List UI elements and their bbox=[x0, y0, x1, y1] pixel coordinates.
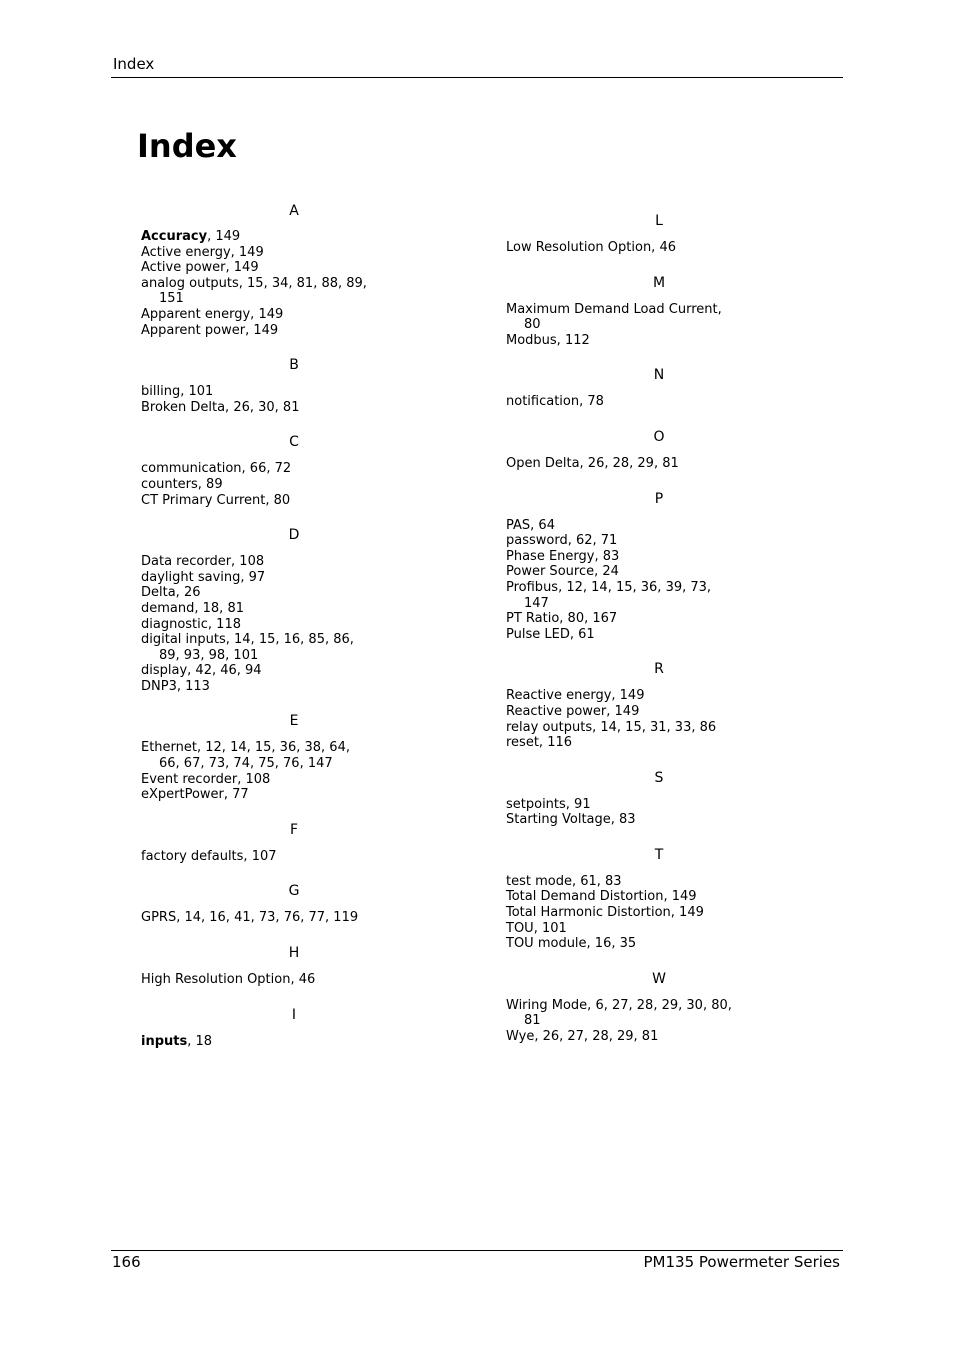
index-section bbox=[141, 882, 373, 926]
index-entry bbox=[506, 240, 738, 256]
index-entry bbox=[141, 679, 373, 695]
index-term: counters, 89 bbox=[141, 476, 223, 492]
index-letter-heading: M bbox=[652, 274, 666, 291]
index-term: Starting Voltage, 83 bbox=[506, 812, 636, 828]
index-term: Modbus, 112 bbox=[506, 332, 590, 348]
index-entry bbox=[141, 772, 373, 788]
index-term: Profibus, 12, 14, 15, 36, 39, 73, 147 bbox=[506, 579, 712, 611]
index-term: setpoints, 91 bbox=[506, 796, 591, 812]
index-term: Total Demand Distortion, 149 bbox=[506, 889, 697, 905]
index-letter-heading: F bbox=[289, 821, 299, 838]
index-entry bbox=[141, 632, 373, 663]
index-term: password, 62, 71 bbox=[506, 533, 618, 549]
index-entry bbox=[141, 307, 373, 323]
index-entry bbox=[506, 518, 738, 534]
index-section bbox=[141, 712, 373, 802]
index-pages: , 18 bbox=[187, 1033, 213, 1049]
index-term: GPRS, 14, 16, 41, 73, 76, 77, 119 bbox=[141, 910, 359, 926]
index-entry bbox=[141, 570, 373, 586]
index-entry bbox=[141, 787, 373, 803]
index-term: digital inputs, 14, 15, 16, 85, 86, 89, 93, 98, 101 bbox=[141, 632, 354, 663]
running-header: Index bbox=[113, 55, 155, 73]
index-term: Phase Energy, 83 bbox=[506, 548, 620, 564]
index-term: Reactive energy, 149 bbox=[506, 688, 645, 704]
index-entry bbox=[141, 477, 373, 493]
index-entry bbox=[506, 394, 738, 410]
index-letter-heading: N bbox=[653, 367, 665, 384]
index-term: DNP3, 113 bbox=[141, 678, 210, 694]
index-entry bbox=[506, 627, 738, 643]
footer-rule bbox=[111, 1250, 843, 1251]
index-entry bbox=[506, 302, 738, 333]
index-section bbox=[141, 356, 373, 415]
index-letter-heading: B bbox=[289, 357, 299, 374]
index-section bbox=[141, 821, 373, 865]
index-section bbox=[506, 428, 738, 472]
index-term: test mode, 61, 83 bbox=[506, 873, 622, 889]
index-entry bbox=[141, 663, 373, 679]
index-term: Data recorder, 108 bbox=[141, 554, 265, 570]
index-term: High Resolution Option, 46 bbox=[141, 972, 316, 988]
index-letter-heading: C bbox=[289, 434, 299, 451]
index-term: factory defaults, 107 bbox=[141, 848, 277, 864]
index-term: Open Delta, 26, 28, 29, 81 bbox=[506, 455, 679, 471]
index-entry bbox=[141, 260, 373, 276]
index-term: relay outputs, 14, 15, 31, 33, 86 bbox=[506, 719, 717, 735]
index-entry bbox=[506, 921, 738, 937]
index-section bbox=[141, 526, 373, 694]
index-entry bbox=[141, 400, 373, 416]
index-letter-heading: S bbox=[654, 769, 664, 786]
footer-doc-title: PM135 Powermeter Series bbox=[643, 1253, 840, 1271]
index-term: Active energy, 149 bbox=[141, 244, 264, 260]
index-letter-heading: D bbox=[288, 527, 300, 544]
index-entry bbox=[141, 585, 373, 601]
index-term: eXpertPower, 77 bbox=[141, 787, 249, 803]
index-entry bbox=[506, 688, 738, 704]
index-term: CT Primary Current, 80 bbox=[141, 492, 291, 508]
index-term: Accuracy bbox=[141, 229, 208, 244]
index-letter-heading: E bbox=[289, 713, 299, 730]
index-section bbox=[141, 1006, 373, 1050]
index-term: notification, 78 bbox=[506, 394, 604, 410]
index-term: Apparent power, 149 bbox=[141, 322, 279, 338]
index-term: TOU module, 16, 35 bbox=[506, 936, 637, 952]
index-entry bbox=[506, 456, 738, 472]
index-letter-heading: I bbox=[291, 1006, 297, 1023]
index-entry bbox=[141, 245, 373, 261]
index-term: Wiring Mode, 6, 27, 28, 29, 30, 80, 81 bbox=[506, 997, 732, 1029]
index-entry bbox=[141, 617, 373, 633]
index-entry bbox=[506, 333, 738, 349]
index-letter-heading: H bbox=[288, 945, 300, 962]
index-entry bbox=[506, 905, 738, 921]
index-term: billing, 101 bbox=[141, 384, 214, 400]
index-entry bbox=[141, 1034, 373, 1050]
index-term: analog outputs, 15, 34, 81, 88, 89, 151 bbox=[141, 275, 367, 307]
index-letter-heading: R bbox=[654, 661, 664, 678]
index-entry bbox=[141, 493, 373, 509]
index-entry bbox=[141, 910, 373, 926]
index-term: Apparent energy, 149 bbox=[141, 306, 284, 322]
index-term: Event recorder, 108 bbox=[141, 771, 271, 787]
index-entry bbox=[141, 554, 373, 570]
index-term: display, 42, 46, 94 bbox=[141, 663, 262, 679]
index-entry bbox=[506, 874, 738, 890]
index-term: Wye, 26, 27, 28, 29, 81 bbox=[506, 1029, 659, 1045]
index-entry bbox=[506, 998, 738, 1029]
index-entry bbox=[506, 812, 738, 828]
index-letter-heading: L bbox=[655, 213, 663, 229]
index-section bbox=[506, 274, 738, 349]
index-section bbox=[506, 366, 738, 410]
index-letter-heading: W bbox=[652, 970, 666, 987]
index-entry bbox=[141, 384, 373, 400]
index-term: Pulse LED, 61 bbox=[506, 626, 595, 642]
page-title: Index bbox=[137, 127, 237, 165]
index-entry bbox=[141, 601, 373, 617]
index-entry bbox=[141, 972, 373, 988]
index-letter-heading: O bbox=[653, 428, 665, 445]
index-entry bbox=[506, 533, 738, 549]
index-term: communication, 66, 72 bbox=[141, 461, 292, 477]
index-letter-heading: P bbox=[654, 490, 664, 507]
index-term: Maximum Demand Load Current, 80 bbox=[506, 301, 722, 333]
index-entry bbox=[506, 735, 738, 751]
index-entry bbox=[141, 323, 373, 339]
index-entry bbox=[506, 1029, 738, 1045]
header-rule bbox=[111, 77, 843, 78]
index-entry bbox=[506, 704, 738, 720]
index-term: daylight saving, 97 bbox=[141, 569, 266, 585]
index-section bbox=[141, 433, 373, 508]
index-term: Low Resolution Option, 46 bbox=[506, 240, 676, 255]
index-entry bbox=[506, 564, 738, 580]
index-term: Ethernet, 12, 14, 15, 36, 38, 64, 66, 67, 73, 74, 75, 76, 147 bbox=[141, 740, 350, 772]
index-term: TOU, 101 bbox=[506, 920, 567, 936]
index-entry bbox=[141, 461, 373, 477]
index-entry bbox=[506, 549, 738, 565]
index-term: Active power, 149 bbox=[141, 260, 259, 276]
index-entry bbox=[506, 720, 738, 736]
index-entry bbox=[141, 229, 373, 245]
index-term: Power Source, 24 bbox=[506, 564, 619, 580]
index-section bbox=[506, 846, 738, 952]
index-entry bbox=[506, 797, 738, 813]
index-column-right bbox=[506, 212, 738, 1063]
index-term: reset, 116 bbox=[506, 735, 573, 751]
index-letter-heading: G bbox=[288, 883, 300, 900]
index-letter-heading: A bbox=[289, 203, 299, 219]
index-letter-heading: T bbox=[654, 846, 664, 863]
index-term: Reactive power, 149 bbox=[506, 703, 640, 719]
index-term: PT Ratio, 80, 167 bbox=[506, 611, 618, 627]
index-entry bbox=[141, 276, 373, 307]
index-section bbox=[506, 660, 738, 750]
index-entry bbox=[141, 849, 373, 865]
footer-page-number: 166 bbox=[112, 1253, 141, 1271]
index-term: demand, 18, 81 bbox=[141, 600, 244, 616]
index-entry bbox=[506, 936, 738, 952]
index-term: Broken Delta, 26, 30, 81 bbox=[141, 399, 300, 415]
index-section bbox=[506, 212, 738, 256]
index-entry bbox=[506, 611, 738, 627]
index-entry bbox=[506, 580, 738, 611]
index-section bbox=[141, 944, 373, 988]
index-column-left bbox=[141, 202, 373, 1067]
index-term: Total Harmonic Distortion, 149 bbox=[506, 905, 704, 921]
index-section bbox=[506, 769, 738, 828]
index-term: PAS, 64 bbox=[506, 517, 555, 533]
index-entry bbox=[141, 740, 373, 771]
index-section bbox=[506, 970, 738, 1045]
index-term: diagnostic, 118 bbox=[141, 616, 241, 632]
index-term: Delta, 26 bbox=[141, 585, 201, 601]
index-pages: , 149 bbox=[207, 229, 241, 244]
index-term: inputs bbox=[141, 1033, 188, 1049]
index-section bbox=[141, 202, 373, 338]
index-section bbox=[506, 490, 738, 643]
index-entry bbox=[506, 889, 738, 905]
